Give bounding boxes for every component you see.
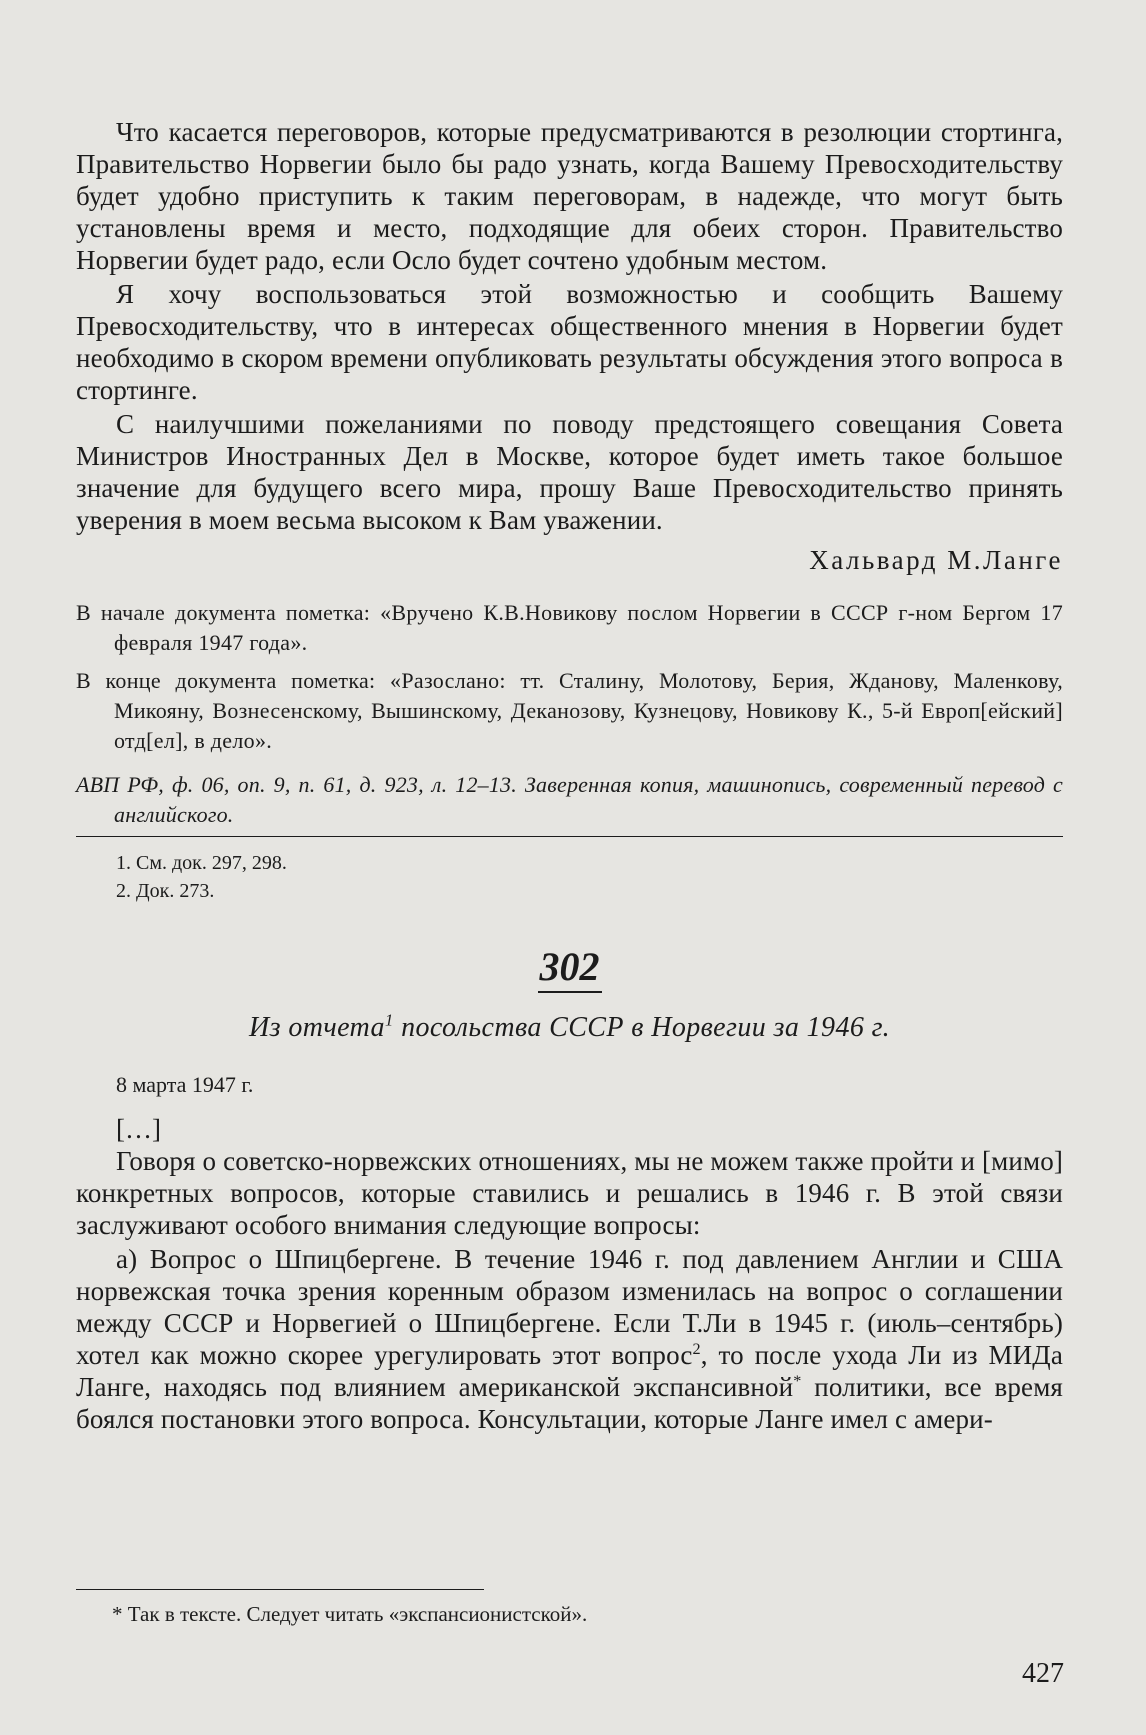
footnote-ref: 1 xyxy=(384,1010,394,1030)
document-date: 8 марта 1947 г. xyxy=(116,1072,254,1097)
footnote-ref: 2 xyxy=(692,1340,701,1358)
document-title: Из отчета$^1$ посольства СССР в Норвегии за 1946 г. xyxy=(248,1010,891,1043)
archival-note: В конце документа пометка: «Разослано: тт. Сталину, Молотову, Берия, Жданову, Маленкову, Микояну, Вознесенскому, Вышинскому, Деканозову, Кузнецову, Новикову К., 5-й Европ[ейский] отд[ел], в дело». xyxy=(76,668,1063,753)
source-citation: АВП РФ, ф. 06, оп. 9, п. 61, д. 923, л. 12–13. Заверенная копия, машинопись, современный перевод с английского. xyxy=(76,772,1063,827)
omission-mark: […] xyxy=(116,1114,161,1144)
paragraph: Что касается переговоров, которые предусматриваются в резолюции стортинга, Правительство Норвегии было бы радо узнать, когда Вашему Превосходительству будет удобно приступить к таким переговорам, в надежде, что могут быть установлены время и место, подходящие для обеих сторон. Правительство Норвегии будет радо, если Осло будет сочтено удобным местом. xyxy=(76,117,1063,275)
signature: Хальвард М.Ланге xyxy=(809,545,1063,575)
footnote-divider xyxy=(76,1589,484,1590)
document-number-text: 302 xyxy=(538,945,602,993)
archival-note: В начале документа пометка: «Вручено К.В.Новикову послом Норвегии в СССР г-ном Бергом 17 февраля 1947 года». xyxy=(76,600,1063,655)
document-number xyxy=(76,945,1063,993)
page-number: 427 xyxy=(1022,1658,1064,1689)
paragraph: Говоря о советско-норвежских отношениях, мы не можем также пройти и [мимо] конкретных вопросов, которые ставились и решались в 1946 г. В этой связи заслуживают особого внимания следующие вопросы: xyxy=(76,1146,1063,1240)
footnote-ref: * xyxy=(793,1372,802,1390)
endnote: 1. См. док. 297, 298. xyxy=(116,852,287,874)
divider xyxy=(76,836,1063,837)
paragraph: С наилучшими пожеланиями по поводу предстоящего совещания Совета Министров Иностранных Дел в Москве, которое будет иметь такое большое значение для будущего всего мира, прошу Ваше Превосходительство принять уверения в моем весьма высоком к Вам уважении. xyxy=(76,409,1063,535)
paragraph: а) Вопрос о Шпицбергене. В течение 1946 г. под давлением Англии и США норвежская точка зрения коренным образом изменилась на вопрос о соглашении между СССР и Норвегией о Шпицбергене. Если Т.Ли в 1945 г. (июль–сентябрь) хотел как можно скорее урегулировать этот вопрос$^2$, то после ухода Ли из МИДа Ланге, находясь под влиянием американской экспансивной* политики, все время боялся постановки этого вопроса. Консультации, которые Ланге имел с амери- xyxy=(76,1244,1063,1434)
text-column xyxy=(76,116,1063,1435)
paragraph: Я хочу воспользоваться этой возможностью и сообщить Вашему Превосходительству, что в интересах общественного мнения в Норвегии будет необходимо в скором времени опубликовать результаты обсуждения этого вопроса в стортинге. xyxy=(76,279,1063,405)
footnote: * Так в тексте. Следует читать «экспансионистской». xyxy=(112,1602,588,1626)
endnote: 2. Док. 273. xyxy=(116,880,215,902)
